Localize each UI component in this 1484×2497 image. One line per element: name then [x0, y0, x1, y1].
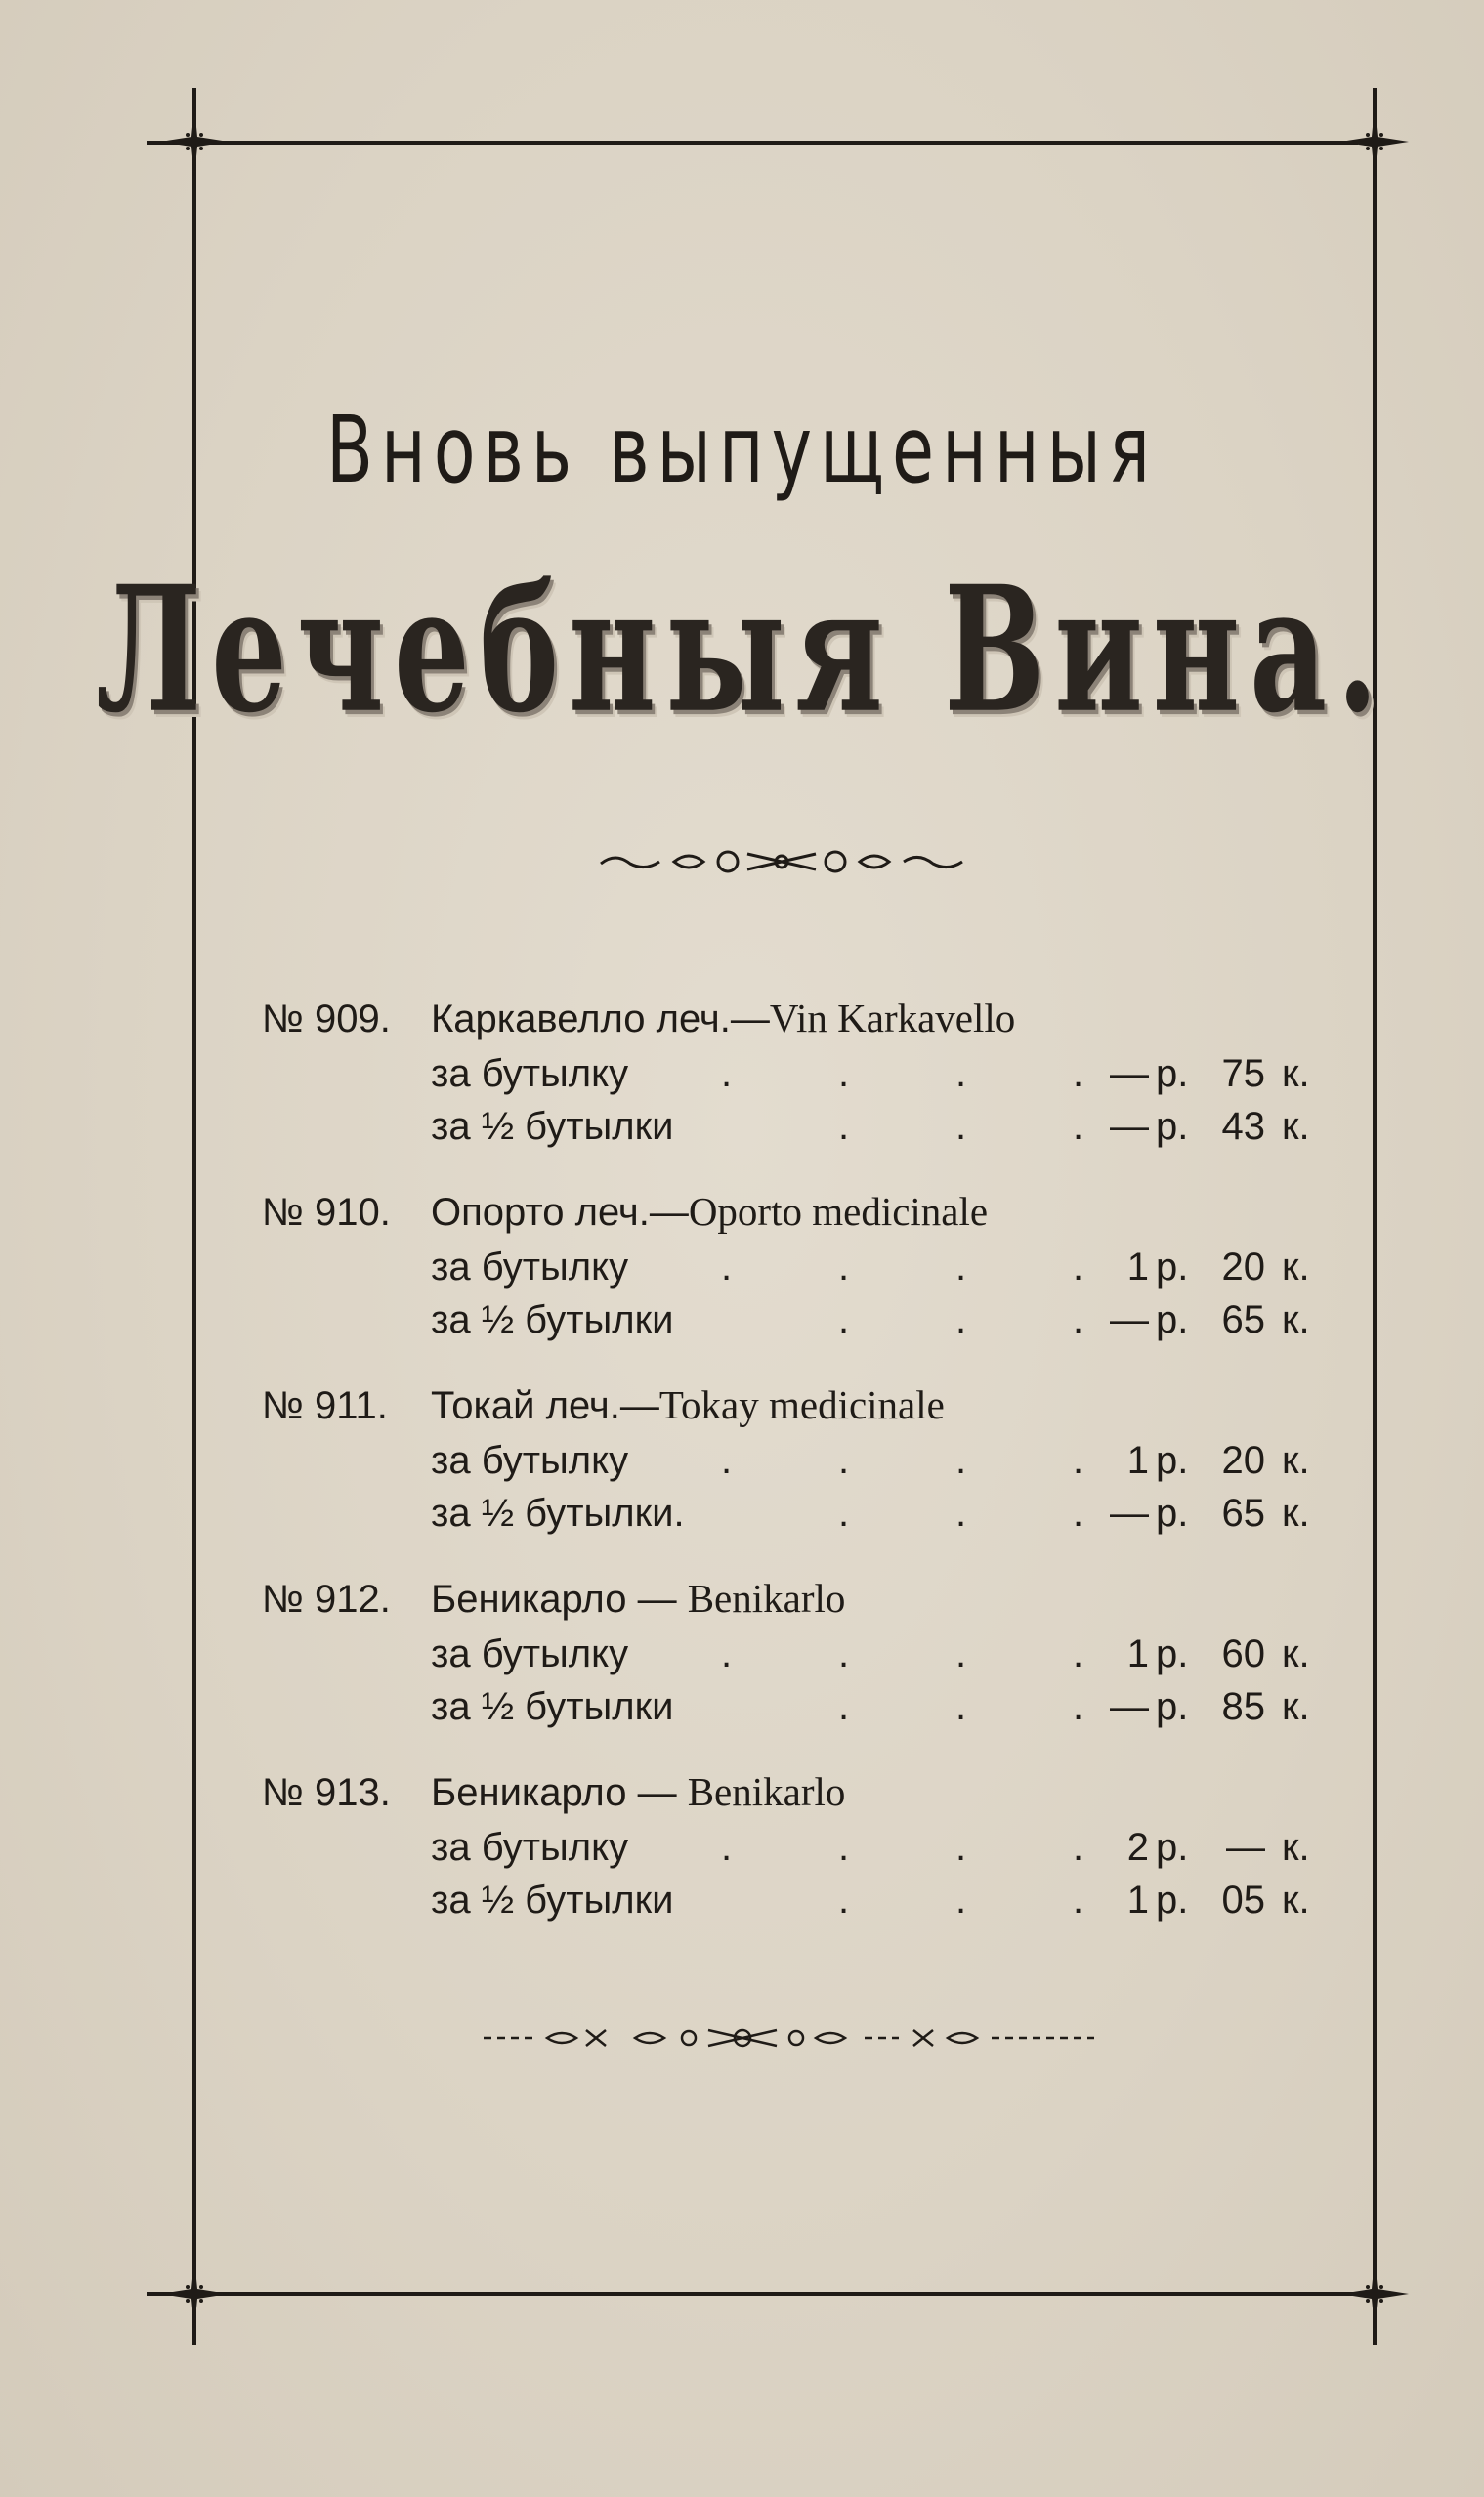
entry-number: № 911. — [262, 1384, 388, 1427]
kopeck-unit: к. — [1282, 1826, 1310, 1869]
price-rubles: — — [1110, 1052, 1149, 1095]
frame-bottom-rule — [147, 2292, 1358, 2296]
row-label: за бутылку — [431, 1439, 629, 1482]
row-label: за бутылку — [431, 1826, 629, 1869]
price-entry — [262, 1571, 1317, 1733]
wine-name-latin: Oporto medicinale — [688, 1189, 989, 1234]
price-rubles: 1 — [1126, 1246, 1149, 1289]
price-kopecks: 05 — [1221, 1879, 1265, 1922]
price-row: за бутылку . . . . — р. 75 к. — [262, 1047, 1317, 1100]
ruble-unit: р. — [1156, 1439, 1189, 1482]
wine-name-russian: Токай леч.— — [431, 1384, 659, 1427]
wine-name-russian: Опорто леч.— — [431, 1191, 689, 1234]
price-rubles: — — [1110, 1298, 1149, 1341]
price-rubles: 1 — [1126, 1439, 1149, 1482]
price-kopecks: 65 — [1221, 1298, 1265, 1341]
price-rubles: 2 — [1126, 1826, 1149, 1869]
row-label: за ½ бутылки — [431, 1105, 674, 1148]
wine-name-latin: Vin Karkavello — [769, 995, 1016, 1040]
price-rubles: — — [1110, 1492, 1149, 1535]
price-row: за бутылку . . . . 1 р. 20 к. — [262, 1434, 1317, 1487]
price-kopecks: 20 — [1221, 1439, 1265, 1482]
kopeck-unit: к. — [1282, 1439, 1310, 1482]
entry-number: № 910. — [262, 1191, 391, 1234]
price-row: за бутылку . . . . 1 р. 60 к. — [262, 1628, 1317, 1680]
kopeck-unit: к. — [1282, 1246, 1310, 1289]
ruble-unit: р. — [1156, 1826, 1189, 1869]
kopeck-unit: к. — [1282, 1632, 1310, 1675]
price-kopecks: 20 — [1221, 1246, 1265, 1289]
page-subtitle: Вновь выпущенныя — [325, 396, 1158, 504]
entry-heading — [262, 1377, 1317, 1432]
price-kopecks: 65 — [1221, 1492, 1265, 1535]
row-label: за бутылку — [431, 1632, 629, 1675]
entry-heading — [262, 1571, 1317, 1626]
wine-name-latin: Benikarlo — [687, 1769, 846, 1814]
ruble-unit: р. — [1156, 1246, 1189, 1289]
price-row: за бутылку . . . . 1 р. 20 к. — [262, 1241, 1317, 1293]
price-row: за ½ бутылки . . . — р. 43 к. — [262, 1100, 1317, 1153]
entry-heading — [262, 1764, 1317, 1819]
price-row: за ½ бутылки. . . . — р. 65 к. — [262, 1487, 1317, 1540]
price-rubles: — — [1110, 1685, 1149, 1728]
price-kopecks: 60 — [1221, 1632, 1265, 1675]
price-entry — [262, 1184, 1317, 1346]
price-row: за ½ бутылки . . . — р. 65 к. — [262, 1293, 1317, 1346]
entry-number: № 909. — [262, 997, 391, 1040]
corner-cross-icon — [160, 2260, 229, 2328]
price-entry — [262, 1377, 1317, 1540]
entry-number: № 912. — [262, 1578, 391, 1621]
frame-top-rule — [147, 141, 1358, 145]
row-label: за ½ бутылки — [431, 1879, 674, 1922]
price-entry — [262, 1764, 1317, 1926]
price-kopecks: — — [1226, 1826, 1265, 1869]
ruble-unit: р. — [1156, 1685, 1189, 1728]
kopeck-unit: к. — [1282, 1052, 1310, 1095]
flourish-ornament-icon — [479, 2020, 1104, 2060]
wine-name-russian: Каркавелло леч.— — [431, 997, 770, 1040]
price-rubles: — — [1110, 1105, 1149, 1148]
price-rubles: 1 — [1126, 1632, 1149, 1675]
entry-heading — [262, 1184, 1317, 1239]
ruble-unit: р. — [1156, 1105, 1189, 1148]
row-label: за ½ бутылки — [431, 1298, 674, 1341]
wine-name-latin: Tokay medicinale — [658, 1382, 945, 1427]
row-label: за ½ бутылки — [431, 1685, 674, 1728]
price-kopecks: 75 — [1221, 1052, 1265, 1095]
kopeck-unit: к. — [1282, 1298, 1310, 1341]
kopeck-unit: к. — [1282, 1105, 1310, 1148]
kopeck-unit: к. — [1282, 1685, 1310, 1728]
price-row: за ½ бутылки . . . — р. 85 к. — [262, 1680, 1317, 1733]
row-label: за бутылку — [431, 1246, 629, 1289]
kopeck-unit: к. — [1282, 1879, 1310, 1922]
page-title: Лечебныя Вина. — [96, 547, 1388, 751]
price-entry — [262, 991, 1317, 1153]
ruble-unit: р. — [1156, 1632, 1189, 1675]
corner-cross-icon — [1340, 2260, 1409, 2328]
price-kopecks: 43 — [1221, 1105, 1265, 1148]
ruble-unit: р. — [1156, 1492, 1189, 1535]
price-rubles: 1 — [1126, 1879, 1149, 1922]
kopeck-unit: к. — [1282, 1492, 1310, 1535]
ruble-unit: р. — [1156, 1298, 1189, 1341]
ruble-unit: р. — [1156, 1879, 1189, 1922]
wine-name-latin: Benikarlo — [687, 1576, 846, 1621]
entry-number: № 913. — [262, 1771, 391, 1814]
flourish-ornament-icon — [596, 842, 967, 886]
price-kopecks: 85 — [1221, 1685, 1265, 1728]
corner-cross-icon — [160, 107, 229, 176]
entry-heading — [262, 991, 1317, 1045]
row-label: за ½ бутылки. — [431, 1492, 685, 1535]
wine-name-russian: Беникарло — — [431, 1771, 688, 1814]
wine-name-russian: Беникарло — — [431, 1578, 688, 1621]
corner-cross-icon — [1340, 107, 1409, 176]
price-row: за бутылку . . . . 2 р. — к. — [262, 1821, 1317, 1874]
row-label: за бутылку — [431, 1052, 629, 1095]
price-row: за ½ бутылки . . . 1 р. 05 к. — [262, 1874, 1317, 1926]
ruble-unit: р. — [1156, 1052, 1189, 1095]
